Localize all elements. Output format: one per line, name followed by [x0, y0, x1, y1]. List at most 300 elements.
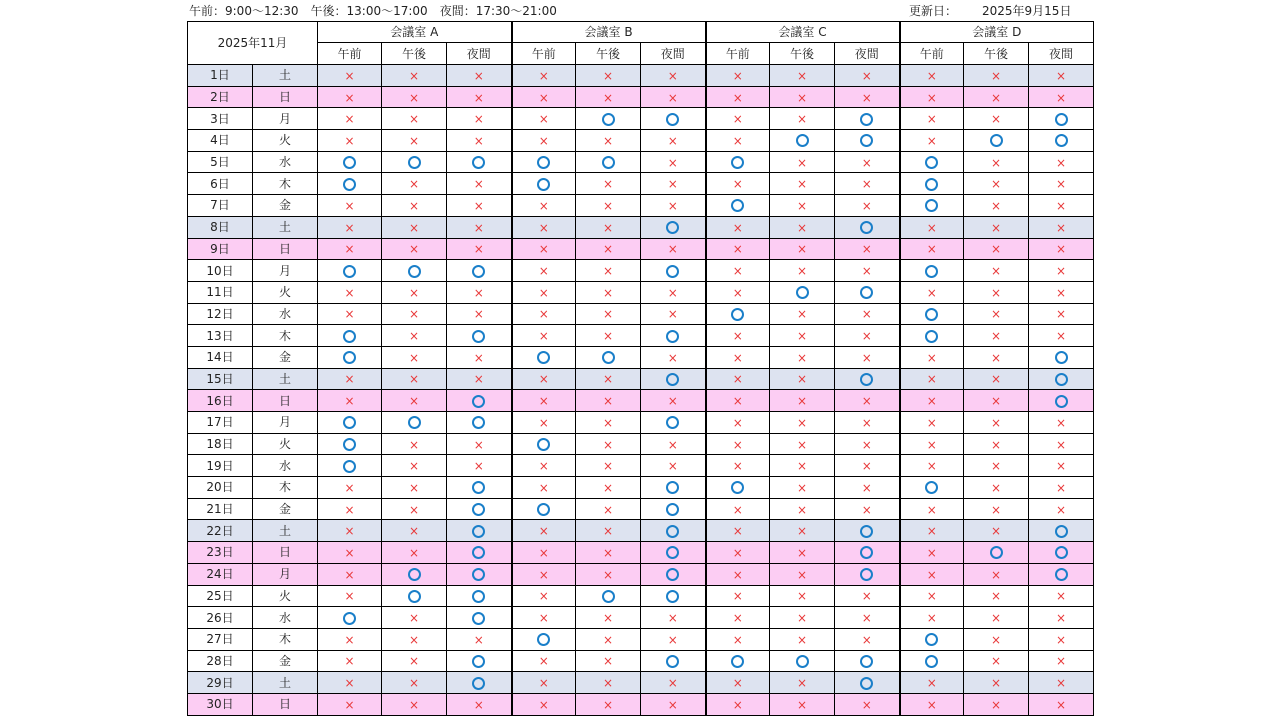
slot-cell [382, 672, 447, 694]
available-circle-icon [537, 438, 550, 451]
unavailable-cross-icon: × [926, 68, 937, 83]
slot-cell [447, 650, 512, 672]
slot-cell [318, 130, 382, 152]
available-circle-icon [925, 308, 938, 321]
unavailable-cross-icon: × [473, 285, 484, 300]
unavailable-cross-icon: × [667, 350, 678, 365]
unavailable-cross-icon: × [732, 90, 743, 105]
unavailable-cross-icon: × [538, 242, 549, 257]
table-row [188, 520, 1094, 542]
slot-cell [447, 346, 512, 368]
slot-cell [706, 108, 770, 130]
unavailable-cross-icon: × [926, 502, 937, 517]
slot-cell [447, 628, 512, 650]
slot-cell [318, 455, 382, 477]
unavailable-cross-icon: × [732, 329, 743, 344]
room-c-header: 会議室 C [706, 22, 900, 43]
unavailable-cross-icon: × [991, 632, 1002, 647]
slot-cell [964, 346, 1029, 368]
slot-cell [318, 281, 382, 303]
available-circle-icon [408, 416, 421, 429]
slot-cell [641, 585, 706, 607]
slot-cell [835, 390, 900, 412]
available-circle-icon [925, 199, 938, 212]
available-circle-icon [1055, 373, 1068, 386]
slot-cell [447, 433, 512, 455]
slot-cell [1029, 238, 1094, 260]
slot-cell [447, 585, 512, 607]
unavailable-cross-icon: × [603, 198, 614, 213]
updated-date: 2025年9月15日 [982, 4, 1072, 18]
slot-cell [382, 346, 447, 368]
day-cell: 3日 [188, 108, 253, 130]
day-cell: 8日 [188, 216, 253, 238]
unavailable-cross-icon: × [797, 350, 808, 365]
slot-cell [382, 173, 447, 195]
slot-cell [641, 542, 706, 564]
slot-cell [706, 151, 770, 173]
available-circle-icon [860, 546, 873, 559]
unavailable-cross-icon: × [797, 480, 808, 495]
available-circle-icon [860, 655, 873, 668]
available-circle-icon [602, 351, 615, 364]
unavailable-cross-icon: × [797, 676, 808, 691]
slot-cell [447, 498, 512, 520]
unavailable-cross-icon: × [667, 177, 678, 192]
unavailable-cross-icon: × [926, 611, 937, 626]
slot-cell [964, 260, 1029, 282]
table-row [188, 65, 1094, 87]
unavailable-cross-icon: × [538, 198, 549, 213]
available-circle-icon [472, 677, 485, 690]
slot-cell [576, 65, 641, 87]
unavailable-cross-icon: × [473, 459, 484, 474]
day-cell: 17日 [188, 412, 253, 434]
unavailable-cross-icon: × [667, 632, 678, 647]
period-header-morning: 午前 [512, 43, 576, 65]
slot-cell [964, 281, 1029, 303]
unavailable-cross-icon: × [1056, 90, 1067, 105]
slot-cell [641, 498, 706, 520]
slot-cell [964, 498, 1029, 520]
day-cell: 14日 [188, 346, 253, 368]
slot-cell [900, 65, 964, 87]
unavailable-cross-icon: × [797, 329, 808, 344]
unavailable-cross-icon: × [603, 68, 614, 83]
unavailable-cross-icon: × [344, 545, 355, 560]
slot-cell [512, 628, 576, 650]
slot-cell [382, 260, 447, 282]
slot-cell [512, 693, 576, 715]
unavailable-cross-icon: × [473, 112, 484, 127]
unavailable-cross-icon: × [797, 567, 808, 582]
unavailable-cross-icon: × [797, 632, 808, 647]
slot-cell [1029, 303, 1094, 325]
unavailable-cross-icon: × [603, 307, 614, 322]
day-cell: 19日 [188, 455, 253, 477]
slot-cell [1029, 693, 1094, 715]
slot-cell [576, 477, 641, 499]
slot-cell [641, 346, 706, 368]
table-row [188, 151, 1094, 173]
slot-cell [641, 108, 706, 130]
unavailable-cross-icon: × [732, 697, 743, 712]
unavailable-cross-icon: × [861, 68, 872, 83]
day-cell: 30日 [188, 693, 253, 715]
unavailable-cross-icon: × [667, 611, 678, 626]
slot-cell [1029, 563, 1094, 585]
slot-cell [900, 260, 964, 282]
unavailable-cross-icon: × [473, 437, 484, 452]
slot-cell [770, 260, 835, 282]
unavailable-cross-icon: × [1056, 676, 1067, 691]
slot-cell [576, 281, 641, 303]
unavailable-cross-icon: × [473, 242, 484, 257]
table-row [188, 86, 1094, 108]
available-circle-icon [472, 481, 485, 494]
slot-cell [318, 520, 382, 542]
slot-cell [706, 346, 770, 368]
slot-cell [512, 412, 576, 434]
available-circle-icon [1055, 113, 1068, 126]
slot-cell [318, 433, 382, 455]
unavailable-cross-icon: × [1056, 611, 1067, 626]
available-circle-icon [602, 590, 615, 603]
unavailable-cross-icon: × [344, 524, 355, 539]
unavailable-cross-icon: × [926, 524, 937, 539]
unavailable-cross-icon: × [344, 198, 355, 213]
table-row [188, 607, 1094, 629]
unavailable-cross-icon: × [344, 242, 355, 257]
unavailable-cross-icon: × [732, 632, 743, 647]
slot-cell [900, 563, 964, 585]
unavailable-cross-icon: × [408, 524, 420, 539]
available-circle-icon [666, 503, 679, 516]
unavailable-cross-icon: × [797, 90, 808, 105]
available-circle-icon [925, 156, 938, 169]
unavailable-cross-icon: × [732, 437, 743, 452]
unavailable-cross-icon: × [473, 177, 484, 192]
unavailable-cross-icon: × [603, 611, 614, 626]
slot-cell [512, 607, 576, 629]
unavailable-cross-icon: × [667, 198, 678, 213]
available-circle-icon [537, 503, 550, 516]
unavailable-cross-icon: × [344, 480, 355, 495]
unavailable-cross-icon: × [926, 90, 937, 105]
unavailable-cross-icon: × [408, 611, 420, 626]
unavailable-cross-icon: × [991, 567, 1002, 582]
available-circle-icon [860, 134, 873, 147]
slot-cell [576, 195, 641, 217]
slot-cell [770, 216, 835, 238]
slot-cell [576, 650, 641, 672]
day-cell: 4日 [188, 130, 253, 152]
available-circle-icon [666, 330, 679, 343]
slot-cell [576, 498, 641, 520]
table-row [188, 216, 1094, 238]
unavailable-cross-icon: × [344, 654, 355, 669]
available-circle-icon [472, 156, 485, 169]
available-circle-icon [796, 286, 809, 299]
weekday-cell: 金 [253, 498, 318, 520]
unavailable-cross-icon: × [408, 437, 420, 452]
slot-cell [447, 368, 512, 390]
slot-cell [964, 455, 1029, 477]
available-circle-icon [408, 265, 421, 278]
slot-cell [1029, 455, 1094, 477]
slot-cell [318, 260, 382, 282]
slot-cell [835, 65, 900, 87]
unavailable-cross-icon: × [1056, 480, 1067, 495]
slot-cell [382, 130, 447, 152]
unavailable-cross-icon: × [991, 242, 1002, 257]
unavailable-cross-icon: × [991, 524, 1002, 539]
slot-cell [706, 325, 770, 347]
unavailable-cross-icon: × [603, 177, 614, 192]
available-circle-icon [1055, 134, 1068, 147]
unavailable-cross-icon: × [991, 307, 1002, 322]
slot-cell [900, 108, 964, 130]
slot-cell [964, 650, 1029, 672]
slot-cell [576, 130, 641, 152]
slot-cell [835, 693, 900, 715]
slot-cell [382, 607, 447, 629]
unavailable-cross-icon: × [473, 372, 484, 387]
unavailable-cross-icon: × [926, 676, 937, 691]
slot-cell [835, 412, 900, 434]
slot-cell [512, 520, 576, 542]
slot-cell [964, 585, 1029, 607]
unavailable-cross-icon: × [667, 242, 678, 257]
available-circle-icon [472, 655, 485, 668]
slot-cell [706, 65, 770, 87]
unavailable-cross-icon: × [603, 545, 614, 560]
unavailable-cross-icon: × [667, 394, 678, 409]
unavailable-cross-icon: × [991, 611, 1002, 626]
slot-cell [706, 650, 770, 672]
available-circle-icon [731, 308, 744, 321]
unavailable-cross-icon: × [926, 697, 937, 712]
unavailable-cross-icon: × [991, 90, 1002, 105]
slot-cell [900, 672, 964, 694]
unavailable-cross-icon: × [538, 524, 549, 539]
slot-cell [382, 650, 447, 672]
slot-cell [706, 281, 770, 303]
slot-cell [318, 108, 382, 130]
availability-table [187, 21, 1094, 716]
unavailable-cross-icon: × [538, 415, 549, 430]
slot-cell [835, 542, 900, 564]
slot-cell [770, 607, 835, 629]
unavailable-cross-icon: × [603, 459, 614, 474]
available-circle-icon [602, 113, 615, 126]
day-cell: 2日 [188, 86, 253, 108]
slot-cell [706, 433, 770, 455]
room-a-header: 会議室 A [318, 22, 512, 43]
slot-cell [835, 346, 900, 368]
slot-cell [382, 368, 447, 390]
day-cell: 20日 [188, 477, 253, 499]
slot-cell [900, 325, 964, 347]
slot-cell [706, 238, 770, 260]
slot-cell [706, 390, 770, 412]
weekday-cell: 土 [253, 368, 318, 390]
slot-cell [576, 303, 641, 325]
unavailable-cross-icon: × [408, 307, 420, 322]
slot-cell [706, 628, 770, 650]
unavailable-cross-icon: × [861, 264, 872, 279]
slot-cell [835, 130, 900, 152]
available-circle-icon [731, 655, 744, 668]
slot-cell [576, 628, 641, 650]
slot-cell [318, 693, 382, 715]
unavailable-cross-icon: × [732, 415, 743, 430]
slot-cell [706, 585, 770, 607]
unavailable-cross-icon: × [732, 133, 743, 148]
slot-cell [512, 303, 576, 325]
slot-cell [900, 628, 964, 650]
unavailable-cross-icon: × [344, 502, 355, 517]
unavailable-cross-icon: × [797, 415, 808, 430]
slot-cell [447, 325, 512, 347]
unavailable-cross-icon: × [538, 329, 549, 344]
available-circle-icon [666, 655, 679, 668]
available-circle-icon [343, 156, 356, 169]
unavailable-cross-icon: × [538, 133, 549, 148]
weekday-cell: 日 [253, 693, 318, 715]
weekday-cell: 月 [253, 260, 318, 282]
slot-cell [318, 542, 382, 564]
slot-cell [318, 303, 382, 325]
slot-cell [900, 173, 964, 195]
unavailable-cross-icon: × [991, 459, 1002, 474]
slot-cell [447, 390, 512, 412]
unavailable-cross-icon: × [926, 285, 937, 300]
slot-cell [382, 412, 447, 434]
unavailable-cross-icon: × [991, 415, 1002, 430]
unavailable-cross-icon: × [991, 676, 1002, 691]
unavailable-cross-icon: × [797, 177, 808, 192]
slot-cell [318, 390, 382, 412]
slot-cell [964, 238, 1029, 260]
slot-cell [900, 433, 964, 455]
available-circle-icon [537, 156, 550, 169]
slot-cell [706, 563, 770, 585]
slot-cell [964, 628, 1029, 650]
period-header-morning: 午前 [318, 43, 382, 65]
slot-cell [512, 130, 576, 152]
unavailable-cross-icon: × [991, 68, 1002, 83]
period-header-afternoon: 午後 [770, 43, 835, 65]
weekday-cell: 日 [253, 542, 318, 564]
slot-cell [512, 346, 576, 368]
available-circle-icon [472, 568, 485, 581]
day-cell: 28日 [188, 650, 253, 672]
unavailable-cross-icon: × [408, 329, 420, 344]
weekday-cell: 月 [253, 412, 318, 434]
slot-cell [964, 520, 1029, 542]
day-cell: 7日 [188, 195, 253, 217]
slot-cell [706, 607, 770, 629]
table-row [188, 563, 1094, 585]
unavailable-cross-icon: × [1056, 177, 1067, 192]
slot-cell [318, 585, 382, 607]
unavailable-cross-icon: × [1056, 329, 1067, 344]
slot-cell [641, 455, 706, 477]
unavailable-cross-icon: × [667, 90, 678, 105]
slot-cell [512, 65, 576, 87]
slot-cell [964, 173, 1029, 195]
unavailable-cross-icon: × [538, 372, 549, 387]
unavailable-cross-icon: × [926, 567, 937, 582]
unavailable-cross-icon: × [991, 437, 1002, 452]
weekday-cell: 水 [253, 607, 318, 629]
unavailable-cross-icon: × [732, 264, 743, 279]
weekday-cell: 土 [253, 520, 318, 542]
available-circle-icon [408, 568, 421, 581]
unavailable-cross-icon: × [344, 567, 355, 582]
period-header-afternoon: 午後 [382, 43, 447, 65]
slot-cell [641, 86, 706, 108]
unavailable-cross-icon: × [861, 198, 872, 213]
unavailable-cross-icon: × [861, 350, 872, 365]
available-circle-icon [666, 265, 679, 278]
unavailable-cross-icon: × [473, 307, 484, 322]
unavailable-cross-icon: × [1056, 220, 1067, 235]
unavailable-cross-icon: × [861, 307, 872, 322]
unavailable-cross-icon: × [667, 459, 678, 474]
unavailable-cross-icon: × [603, 567, 614, 582]
unavailable-cross-icon: × [732, 567, 743, 582]
unavailable-cross-icon: × [538, 220, 549, 235]
unavailable-cross-icon: × [603, 524, 614, 539]
slot-cell [576, 412, 641, 434]
slot-cell [641, 238, 706, 260]
slot-cell [382, 628, 447, 650]
available-circle-icon [472, 546, 485, 559]
slot-cell [706, 455, 770, 477]
day-cell: 26日 [188, 607, 253, 629]
slot-cell [706, 173, 770, 195]
slot-cell [835, 260, 900, 282]
slot-cell [900, 498, 964, 520]
unavailable-cross-icon: × [732, 350, 743, 365]
available-circle-icon [925, 265, 938, 278]
unavailable-cross-icon: × [861, 632, 872, 647]
period-header-afternoon: 午後 [964, 43, 1029, 65]
table-row [188, 542, 1094, 564]
slot-cell [512, 173, 576, 195]
available-circle-icon [343, 265, 356, 278]
slot-cell [641, 412, 706, 434]
weekday-cell: 木 [253, 325, 318, 347]
slot-cell [900, 151, 964, 173]
slot-cell [964, 563, 1029, 585]
available-circle-icon [343, 330, 356, 343]
available-circle-icon [472, 416, 485, 429]
slot-cell [835, 477, 900, 499]
unavailable-cross-icon: × [344, 220, 355, 235]
slot-cell [964, 325, 1029, 347]
slot-cell [318, 238, 382, 260]
unavailable-cross-icon: × [861, 155, 872, 170]
day-cell: 18日 [188, 433, 253, 455]
available-circle-icon [666, 416, 679, 429]
slot-cell [900, 130, 964, 152]
unavailable-cross-icon: × [408, 394, 420, 409]
slot-cell [770, 130, 835, 152]
unavailable-cross-icon: × [991, 480, 1002, 495]
